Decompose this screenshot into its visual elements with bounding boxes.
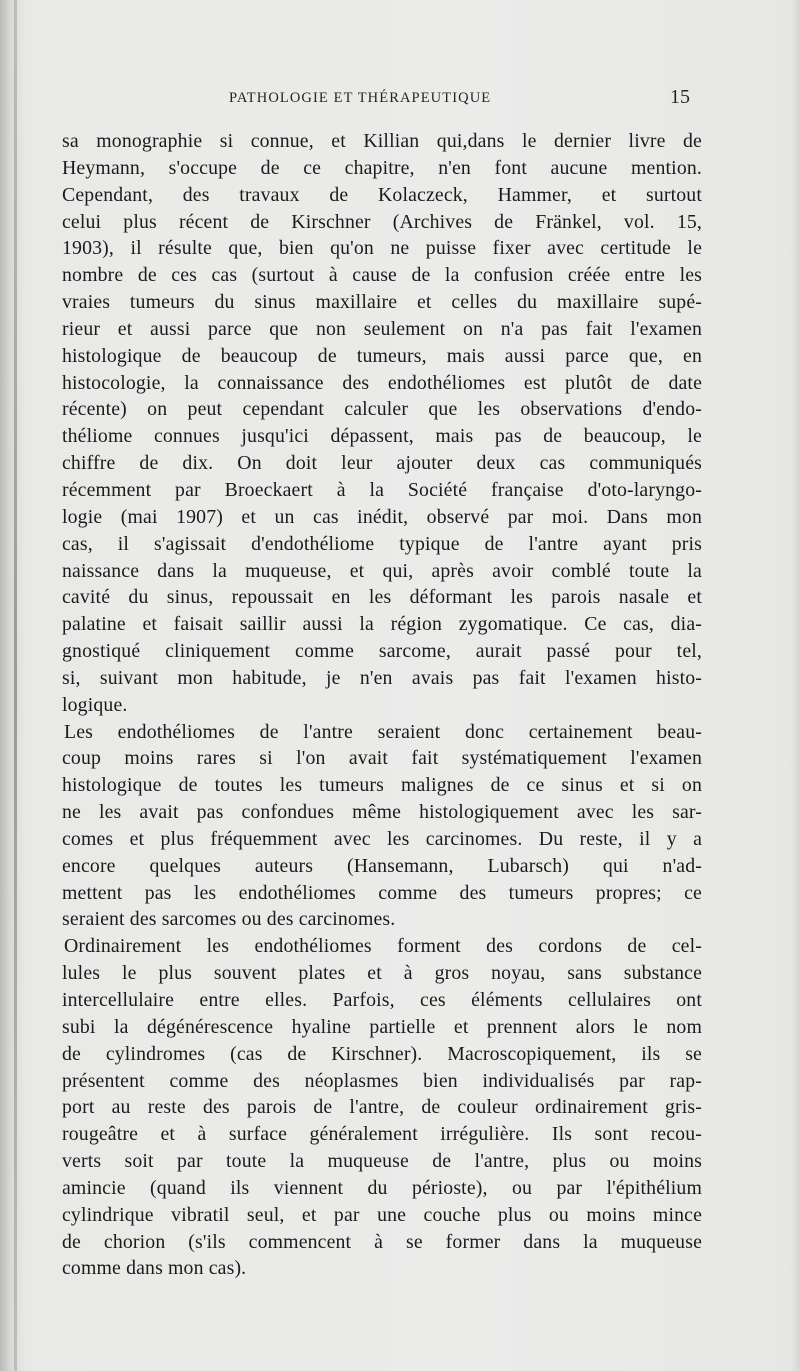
text-line: si, suivant mon habitude, je n'en avais pas fait l'examen histo- bbox=[62, 666, 702, 689]
text-line: de chorion (s'ils commencent à se former dans la muqueuse bbox=[62, 1230, 702, 1253]
text-line: récemment par Broeckaert à la Société française d'oto-laryngo- bbox=[62, 478, 702, 501]
running-head: PATHOLOGIE ET THÉRAPEUTIQUE bbox=[229, 90, 492, 106]
text-line: intercellulaire entre elles. Parfois, ces éléments cellulaires ont bbox=[62, 989, 702, 1011]
text-line: port au reste des parois de l'antre, de couleur ordinairement gris- bbox=[62, 1096, 702, 1119]
text-line: théliome connues jusqu'ici dépassent, mais pas de beaucoup, le bbox=[62, 425, 702, 448]
text-line: logique. bbox=[62, 693, 128, 716]
text-line: cavité du sinus, repoussait en les déformant les parois nasale et bbox=[62, 586, 702, 609]
text-line: vraies tumeurs du sinus maxillaire et celles du maxillaire supé- bbox=[62, 291, 702, 314]
text-line: comes et plus fréquemment avec les carcinomes. Du reste, il y a bbox=[62, 827, 702, 850]
body-text bbox=[62, 128, 702, 1282]
text-line: chiffre de dix. On doit leur ajouter deux cas communiqués bbox=[62, 452, 702, 475]
paragraph-start-line: Ordinairement les endothéliomes forment des cordons de cel- bbox=[64, 935, 702, 958]
text-line: mettent pas les endothéliomes comme des tumeurs propres; ce bbox=[62, 881, 702, 904]
binding-gutter bbox=[14, 0, 17, 1371]
text-line: verts soit par toute la muqueuse de l'antre, plus ou moins bbox=[62, 1150, 702, 1173]
text-line: lules le plus souvent plates et à gros noyau, sans substance bbox=[62, 962, 702, 985]
text-line: palatine et faisait saillir aussi la région zygomatique. Ce cas, dia- bbox=[62, 613, 702, 636]
text-line: gnostiqué cliniquement comme sarcome, aurait passé pour tel, bbox=[62, 640, 702, 663]
text-line: rieur et aussi parce que non seulement on n'a pas fait l'examen bbox=[62, 317, 702, 340]
page-number: 15 bbox=[670, 86, 690, 108]
text-line: 1903), il résulte que, bien qu'on ne puisse fixer avec certitude le bbox=[62, 237, 702, 260]
text-line: amincie (quand ils viennent du périoste), ou par l'épithélium bbox=[62, 1176, 702, 1199]
text-line: nombre de ces cas (surtout à cause de la confusion créée entre les bbox=[62, 264, 702, 287]
text-line: celui plus récent de Kirschner (Archives de Fränkel, vol. 15, bbox=[62, 210, 702, 233]
text-line: de cylindromes (cas de Kirschner). Macroscopiquement, ils se bbox=[62, 1042, 702, 1065]
text-line: seraient des sarcomes ou des carcinomes. bbox=[62, 908, 396, 931]
page-header bbox=[0, 86, 800, 112]
text-line: rougeâtre et à surface généralement irrégulière. Ils sont recou- bbox=[62, 1123, 702, 1146]
text-line: encore quelques auteurs (Hansemann, Lubarsch) qui n'ad- bbox=[62, 854, 702, 877]
text-line: Cependant, des travaux de Kolaczeck, Hammer, et surtout bbox=[62, 183, 702, 206]
text-line: récente) on peut cependant calculer que les observations d'endo- bbox=[62, 398, 702, 421]
text-line: logie (mai 1907) et un cas inédit, observé par moi. Dans mon bbox=[62, 505, 702, 528]
text-line: sa monographie si connue, et Killian qui,dans le dernier livre de bbox=[62, 130, 702, 152]
text-line: Heymann, s'occupe de ce chapitre, n'en font aucune mention. bbox=[62, 156, 702, 179]
text-line: coup moins rares si l'on avait fait systématiquement l'examen bbox=[62, 747, 702, 770]
text-line: histocologie, la connaissance des endothéliomes est plutôt de date bbox=[62, 371, 702, 394]
text-line: subi la dégénérescence hyaline partielle et prennent alors le nom bbox=[62, 1015, 702, 1038]
text-line: naissance dans la muqueuse, et qui, après avoir comblé toute la bbox=[62, 559, 702, 582]
text-line: histologique de beaucoup de tumeurs, mais aussi parce que, en bbox=[62, 344, 702, 367]
text-line: ne les avait pas confondues même histologiquement avec les sar- bbox=[62, 801, 702, 824]
text-line: comme dans mon cas). bbox=[62, 1257, 247, 1280]
text-line: cylindrique vibratil seul, et par une couche plus ou moins mince bbox=[62, 1203, 702, 1226]
paragraph-start-line: Les endothéliomes de l'antre seraient donc certainement beau- bbox=[64, 720, 702, 743]
text-line: histologique de toutes les tumeurs malignes de ce sinus et si on bbox=[62, 774, 702, 797]
page-edge-shadow bbox=[790, 0, 800, 1371]
text-line: cas, il s'agissait d'endothéliome typique de l'antre ayant pris bbox=[62, 532, 702, 555]
text-line: présentent comme des néoplasmes bien individualisés par rap- bbox=[62, 1069, 702, 1092]
